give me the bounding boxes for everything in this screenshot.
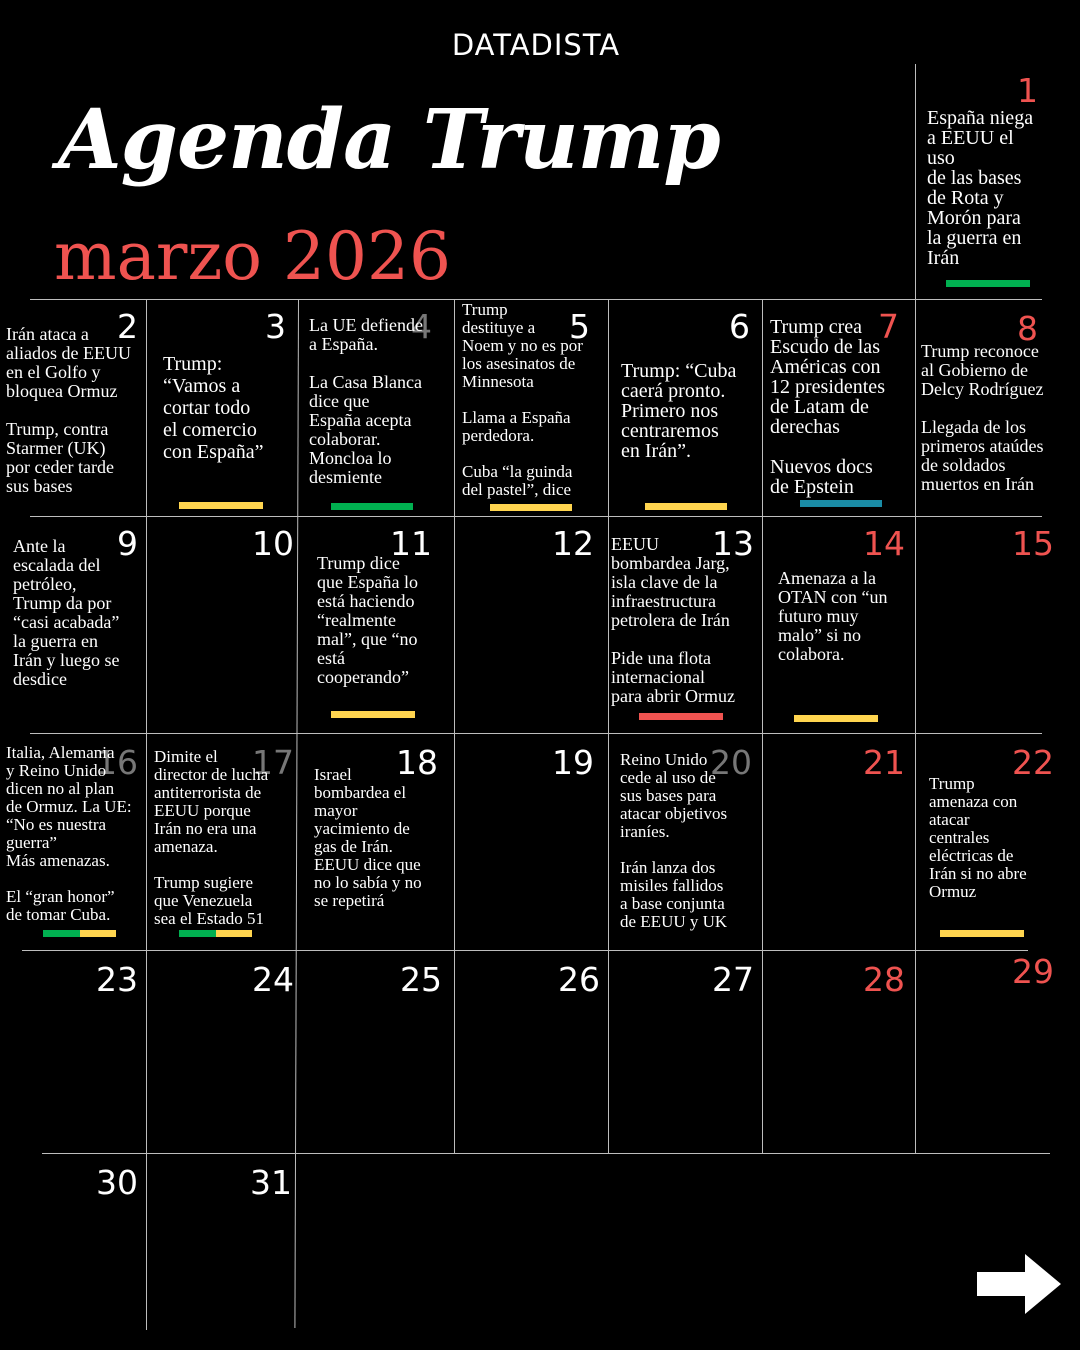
day-cell-18 xyxy=(299,734,454,950)
category-bar xyxy=(80,930,116,937)
day-cell-14 xyxy=(763,517,915,733)
day-cell-8 xyxy=(916,300,1080,516)
day-number: 9 xyxy=(117,524,138,563)
day-cell-3 xyxy=(147,300,298,516)
day-cell-28 xyxy=(763,951,915,1153)
day-number: 13 xyxy=(712,524,754,563)
day-number: 31 xyxy=(250,1163,292,1202)
day-event: Trump: “Cuba caerá pronto. Primero nos centraremos en Irán”. xyxy=(621,360,737,462)
category-bar xyxy=(940,930,1024,937)
day-event: España niega a EEUU el uso de las bases de Rota y Morón para la guerra en Irán xyxy=(927,107,1034,269)
day-number: 29 xyxy=(1012,952,1054,991)
day-cell-13 xyxy=(609,517,762,733)
arrow-right-icon[interactable] xyxy=(975,1252,1063,1316)
day-number: 26 xyxy=(558,960,600,999)
day-event: Amenaza a la OTAN con “un futuro muy malo” si no colabora. xyxy=(778,568,888,664)
day-event: Trump dice que España lo está haciendo “realmente mal”, que “no está cooperando” xyxy=(317,553,418,687)
day-cell-12 xyxy=(455,517,608,733)
day-cell-5 xyxy=(455,300,608,516)
day-number: 1 xyxy=(1017,71,1038,110)
day-number: 6 xyxy=(729,307,750,346)
day-event: Trump: “Vamos a cortar todo el comercio con España” xyxy=(163,353,264,463)
day-number: 2 xyxy=(117,307,138,346)
day-number: 21 xyxy=(863,743,905,782)
day-cell-25 xyxy=(299,951,454,1153)
category-bar xyxy=(331,711,415,718)
day-number: 19 xyxy=(552,743,594,782)
day-event: Trump amenaza con atacar centrales eléctricas de Irán si no abre Ormuz xyxy=(929,774,1027,901)
day-cell-9 xyxy=(0,517,146,733)
day-cell-11 xyxy=(299,517,454,733)
category-bar xyxy=(216,930,252,937)
day-number: 4 xyxy=(411,307,432,346)
day-event: Trump crea Escudo de las Américas con 12 presidentes de Latam de derechas Nuevos docs de Epstein xyxy=(770,316,885,498)
day-cell-10 xyxy=(147,517,298,733)
category-bar xyxy=(43,930,80,937)
day-event: Reino Unido cede al uso de sus bases para atacar objetivos iraníes. Irán lanza dos misiles fallidos a base conjunta de EEUU y UK xyxy=(620,750,728,931)
day-event: Trump reconoce al Gobierno de Delcy Rodríguez Llegada de los primeros ataúdes de soldados muertos en Irán xyxy=(921,341,1044,494)
day-cell-27 xyxy=(609,951,762,1153)
day-number: 14 xyxy=(863,524,905,563)
category-bar xyxy=(794,715,878,722)
day-number: 15 xyxy=(1012,524,1054,563)
day-number: 28 xyxy=(863,960,905,999)
page-subtitle: marzo 2026 xyxy=(54,218,451,295)
day-event: Italia, Alemania y Reino Unido dicen no al plan de Ormuz. La UE: “No es nuestra guerra” Más amenazas. El “gran honor” de tomar Cuba. xyxy=(6,743,132,924)
day-number: 12 xyxy=(552,524,594,563)
day-cell-19 xyxy=(455,734,608,950)
day-cell-6 xyxy=(609,300,762,516)
day-cell-2 xyxy=(0,300,146,516)
day-cell-7 xyxy=(763,300,915,516)
day-number: 30 xyxy=(96,1163,138,1202)
day-number: 25 xyxy=(400,960,442,999)
day-cell-15 xyxy=(916,517,1080,733)
day-cell-17 xyxy=(147,734,298,950)
day-number: 10 xyxy=(252,524,294,563)
day-event: Dimite el director de lucha antiterrorista de EEUU porque Irán no era una amenaza. Trump sugiere que Venezuela sea el Estado 51 xyxy=(154,747,269,928)
category-bar xyxy=(331,503,413,510)
day-number: 20 xyxy=(710,743,752,782)
category-bar xyxy=(490,504,572,511)
day-number: 18 xyxy=(396,743,438,782)
day-number: 17 xyxy=(252,743,294,782)
day-number: 22 xyxy=(1012,743,1054,782)
day-number: 7 xyxy=(878,307,899,346)
day-number: 3 xyxy=(265,307,286,346)
day-event: Irán ataca a aliados de EEUU en el Golfo y bloquea Ormuz Trump, contra Starmer (UK) por ceder tarde sus bases xyxy=(6,324,131,496)
day-number: 27 xyxy=(712,960,754,999)
day-number: 11 xyxy=(390,524,432,563)
day-number: 5 xyxy=(569,307,590,346)
day-number: 23 xyxy=(96,960,138,999)
day-cell-29 xyxy=(916,951,1080,1153)
category-bar xyxy=(946,280,1030,287)
day-cell-24 xyxy=(147,951,298,1153)
day-cell-21 xyxy=(763,734,915,950)
day-cell-1 xyxy=(916,64,1044,299)
day-cell-4 xyxy=(299,300,454,516)
day-cell-20 xyxy=(609,734,762,950)
page-title: Agenda Trump xyxy=(58,92,720,188)
day-cell-26 xyxy=(455,951,608,1153)
day-event: Israel bombardea el mayor yacimiento de gas de Irán. EEUU dice que no lo sabía y no se repetirá xyxy=(314,765,422,910)
day-cell-31 xyxy=(147,1154,298,1334)
day-cell-23 xyxy=(0,951,146,1153)
category-bar xyxy=(645,503,727,510)
category-bar xyxy=(179,930,216,937)
day-event: EEUU bombardea Jarg, isla clave de la infraestructura petrolera de Irán Pide una flota internacional para abrir Ormuz xyxy=(611,534,735,706)
category-bar xyxy=(639,713,723,720)
day-cell-16 xyxy=(0,734,146,950)
category-bar xyxy=(800,500,882,507)
category-bar xyxy=(179,502,263,509)
day-number: 8 xyxy=(1017,309,1038,348)
day-number: 24 xyxy=(252,960,294,999)
day-event: Trump destituye a Noem y no es por los asesinatos de Minnesota Llama a España perdedora. Cuba “la guinda del pastel”, dice xyxy=(462,300,583,499)
day-event: Ante la escalada del petróleo, Trump da por “casi acabada” la guerra en Irán y luego se desdice xyxy=(13,536,120,689)
day-cell-30 xyxy=(0,1154,146,1334)
day-cell-22 xyxy=(916,734,1080,950)
day-event: La UE defiende a España. La Casa Blanca dice que España acepta colaborar. Moncloa lo desmiente xyxy=(309,315,423,487)
brand-name: DATADISTA xyxy=(451,28,621,62)
day-number: 16 xyxy=(96,743,138,782)
